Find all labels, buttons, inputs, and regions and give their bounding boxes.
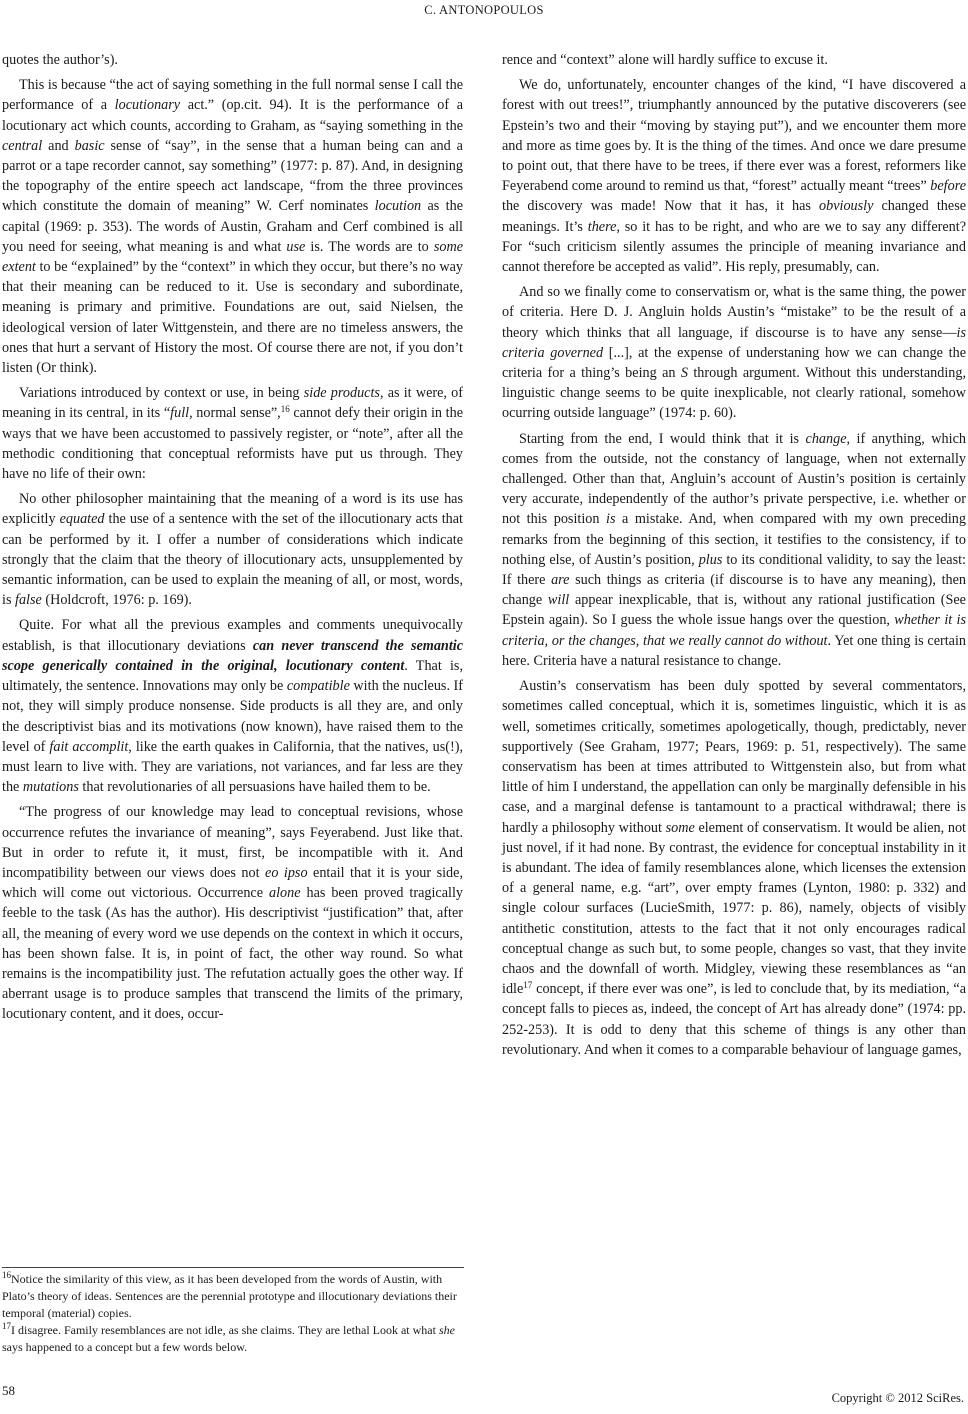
footnote-ref-17[interactable]: 17: [523, 980, 533, 991]
text-run: No other philosopher maintaining that the meaning of a word is its use has explicitly: [2, 491, 463, 528]
emphasis: some extent: [2, 238, 464, 276]
footnote-16: [2, 1271, 464, 1322]
emphasis: locution: [374, 198, 422, 215]
emphasis: locutionary: [114, 97, 181, 114]
page-number: 58: [2, 1383, 15, 1398]
text-run: that revolutionaries of all persuasions have hailed them to be.: [78, 779, 431, 796]
text-run: We do, unfortunately, encounter changes of the kind, “I have discovered a forest with out trees!”, triumphantly announced by the putative discoverers (see Epstein’s two and their “moving by staying put”), and we encounter them more and more as time goes by. It is the thing of the times. And once we dare presume to point out, that there have to be trees, if there ever was a forest, reformers like Feyerabend come around to remind us that, “forest” actually meant “trees”: [502, 77, 966, 195]
emphasis: mutations: [22, 779, 79, 796]
emphasis: equated: [59, 511, 105, 528]
text-run: has been proved tragically feeble to the task (As has the author). His descriptivist “justification” that, after all, the meaning of every word we use depends on the context in which it occurs, has been shown false. It is, in point of fact, the other way round. So what remains is the incompatibility just. The refutation actually goes the other way. If aberrant usage is to produce samples that transcend the limits of the primary, locutionary content, and it does, occur-: [2, 885, 463, 1023]
text-run: through argument. Without this understanding, linguistic change seems to be quite inexplicable, not clearly rational, somehow ocurring outside language” (1974: p. 60).: [502, 365, 967, 422]
emphasis: fait accomplit: [49, 738, 129, 755]
text-run: Quite. For what all the previous examples and comments unequivocally establish, is that illocutionary deviations: [2, 617, 463, 654]
emphasis: some: [665, 819, 695, 836]
right-column: [502, 50, 966, 1065]
emphasis: use: [286, 238, 306, 255]
left-column: [2, 50, 463, 1030]
text-run: appear inexplicable, that is, without any rational justification (See Epstein again). So I guess the whole issue hangs over the question,: [502, 592, 966, 629]
paragraph: [2, 75, 463, 378]
text-run: and: [42, 137, 75, 154]
paragraph: quotes the author’s).: [2, 52, 118, 68]
paragraph: rence and “context” alone will hardly suffice to excuse it.: [502, 52, 828, 68]
text-run: a mistake. And, when compared with my own preceding remarks from the beginning of this section, it testifies to the consistency, if to nothing else, of Austin’s position,: [502, 511, 966, 568]
text-run: the discovery was made! Now that it has, it has: [502, 198, 820, 215]
running-header: C. ANTONOPOULOS: [424, 3, 544, 17]
text-run: to be “explained” by the “context” in which they occur, but there’s no way that their meaning can be reduced to it. Use is secondary and subordinate, meaning is primary and primitive. Foundations are out, said Nielsen, the ideological version of later Wittgenstein, and there are no timeless answers, the ones that hurt a servant of History the most. Of course there are not, if you don’t listen (Or think).: [2, 259, 463, 377]
text-run: , if anything, which comes from the outside, not the constancy of language, when not externally challenged. Other than that, Angluin’s account of Austin’s position is certainly very accurate, independently of the author’s private perspective, i.e. whether or not this position: [502, 430, 966, 528]
paragraph: [2, 383, 463, 484]
paragraph: [502, 75, 966, 277]
text-run: (Holdcroft, 1976: p. 169).: [41, 592, 192, 609]
emphasis: compatible: [286, 678, 350, 695]
text-run: . That is, ultimately, the sentence. Innovations may only be: [2, 657, 463, 695]
text-run: Variations introduced by context or use, in being: [19, 385, 304, 402]
text-run: act.” (op.cit. 94). It is the performance of a locutionary act which counts, according to Graham, as “saying something in the: [2, 97, 463, 134]
emphasis: plus: [698, 551, 723, 568]
paragraph: [2, 802, 463, 1024]
emphasis: alone: [268, 885, 301, 902]
emphasis: basic: [74, 137, 105, 154]
footnote-ref-16[interactable]: 16: [280, 404, 290, 415]
text-run: , as it were, of meaning in its central, in its “: [2, 385, 463, 422]
emphasis: eo ipso: [265, 864, 308, 881]
emphasis: she: [438, 1323, 455, 1337]
emphasis: central: [2, 137, 43, 154]
paragraph: [502, 282, 966, 423]
copyright-notice: Copyright © 2012 SciRes.: [831, 1391, 964, 1405]
paragraph: [2, 489, 463, 610]
emphasis: whether it is criteria, or the changes, that we really cannot do without: [502, 612, 966, 649]
text-run: Austin’s conservatism has been duly spotted by several commentators, sometimes called conceptual, which it is, sometimes linguistic, which it is as well, sometimes critically, sometimes apologetically, though, predictably, never supportively (See Graham, 1977; Pears, 1969: p. 51, respectively). The same conservatism has been at times attributed to Wittgenstein also, but from what little of him I understand, the appellation can only be marginally defensible in his case, and a marginal defense is tantamount to a practical withdrawal; there is hardly a philosophy without: [502, 678, 966, 836]
footnote-17: [2, 1322, 464, 1356]
text-run: And so we finally come to conservatism or, what is the same thing, the power of criteria. Here D. J. Angluin holds Austin’s “mistake” to be the result of a theory which thinks that all language, if discourse is to have any sense—: [502, 284, 966, 341]
text-run: cannot defy their origin in the ways that we have been accustomed to passively register, or “note”, after all the methodic conditioning that conceptual reformists have put us through. They have no life of their own:: [2, 405, 463, 483]
text-run: with the nucleus. If not, they will simply produce nonsense. Side products is all they are, and only the descriptivist bias and its motivations (now known), have raised them to the level of: [2, 678, 464, 755]
footnote-text: says happened to a concept but a few words below.: [2, 1340, 248, 1354]
text-run: as the capital (1969: p. 353). The words of Austin, Graham and Cerf combined is all you need for seeing, what meaning is and what: [2, 198, 463, 255]
emphasis: before: [930, 178, 966, 195]
text-run: This is because “the act of saying something in the full normal sense I call the performance of a: [2, 77, 463, 114]
emphasis: are: [551, 572, 570, 589]
emphasis: change: [805, 430, 847, 447]
text-run: the use of a sentence with the set of the illocutionary acts that can be performed by it. I offer a number of considerations which indicate strongly that the claim that the theory of illocutionary acts, unsupplemented by semantic information, can be used to explain the meaning of all, or most, words, is: [2, 511, 463, 609]
paragraph: [2, 615, 463, 797]
text-run: “The progress of our knowledge may lead to conceptual revisions, whose occurrence refutes the invariance of meaning”, says Feyerabend. Just like that. But in order to refute it, it must, first, be incompatible with it. And incompatibility between our views does not: [2, 804, 463, 881]
text-run: changed these meanings. It’s: [502, 198, 967, 235]
footnote-number: 16: [2, 1270, 11, 1280]
text-run: , like the earth quakes in California, that the natives, us(!), must learn to live with. They are variations, not variances, and far less are they the: [2, 738, 463, 796]
text-run: [...], at the expense of understaning how we can change the criteria for a thing’s being an: [502, 344, 967, 382]
emphasis: S: [680, 365, 688, 382]
text-run: , so it has to be right, and who are we to say any different? For “such criticism silently assumes the principle of meaning invariance and cannot therefore be accepted as valid”. His reply, presumably, can.: [502, 218, 966, 276]
text-run: Starting from the end, I would think that it is: [519, 430, 806, 447]
emphasis: there: [587, 218, 617, 235]
text-run: . Yet one thing is certain here. Criteria have a natural resistance to change.: [502, 632, 966, 669]
footnotes: [2, 1267, 464, 1356]
emphasis: will: [547, 592, 570, 609]
text-run: concept, if there ever was one”, is led to conclude that, by its mediation, “a concept falls to pieces as, indeed, the concept of Art has already done” (1974: pp. 252-253). It is odd to deny that this scheme of things is any other than revolutionary. And when it comes to a comparable behaviour of language games,: [502, 981, 966, 1058]
footnote-number: 17: [2, 1321, 11, 1331]
text-run: sense of “say”, in the sense that a human being can and a parrot or a tape recorder cannot, say something” (1977: p. 87). And, in designing the topography of the entire speech act landscape, “from the three provinces which constitute the domain of meaning” W. Cerf nominates: [2, 137, 463, 215]
text-run: to its conditional validity, to say the least: If there: [502, 551, 966, 589]
emphasis: full: [170, 405, 190, 422]
emphasis: obviously: [819, 198, 874, 215]
text-run: is. The words are to: [305, 238, 434, 255]
emphasis: is criteria governed: [502, 324, 966, 361]
text-run: entail that it is your side, which will come out victorious. Occurrence: [2, 864, 463, 902]
paragraph: [502, 676, 966, 1060]
strong-emphasis: can never transcend the semantic scope generically contained in the original, locutionary content: [2, 637, 463, 674]
paragraph: [502, 429, 966, 671]
text-run: , normal sense”,: [189, 405, 281, 422]
emphasis: false: [15, 592, 42, 609]
text-run: element of conservatism. It would be alien, not just novel, if it had none. By contrast, the evidence for conceptual instability in it is abundant. The idea of family resemblances alone, which licenses the extension of a general name, e.g. “art”, over empty frames (Lynton, 1980: p. 332) and single colour surfaces (LucieSmith, 1977: p. 86), namely, objects of visibly antithetic constitution, attests to the fact that it not only encourages radical conceptual change as such but, to some people, changes so vast, that they invite chaos and the downfall of worth. Midgley, viewing these resemblances as “an idle: [502, 819, 966, 998]
text-run: such things as criteria (if discourse is to have any meaning), then change: [502, 572, 967, 609]
emphasis: side products: [303, 385, 380, 402]
footnote-text: I disagree. Family resemblances are not idle, as she claims. They are lethal Look at what: [11, 1323, 439, 1337]
emphasis: is: [606, 511, 616, 528]
footnote-text: Notice the similarity of this view, as it has been developed from the words of Austin, with Plato’s theory of ideas. Sentences are the perennial prototype and illocutionary deviations their temporal (material) copies.: [2, 1272, 457, 1320]
